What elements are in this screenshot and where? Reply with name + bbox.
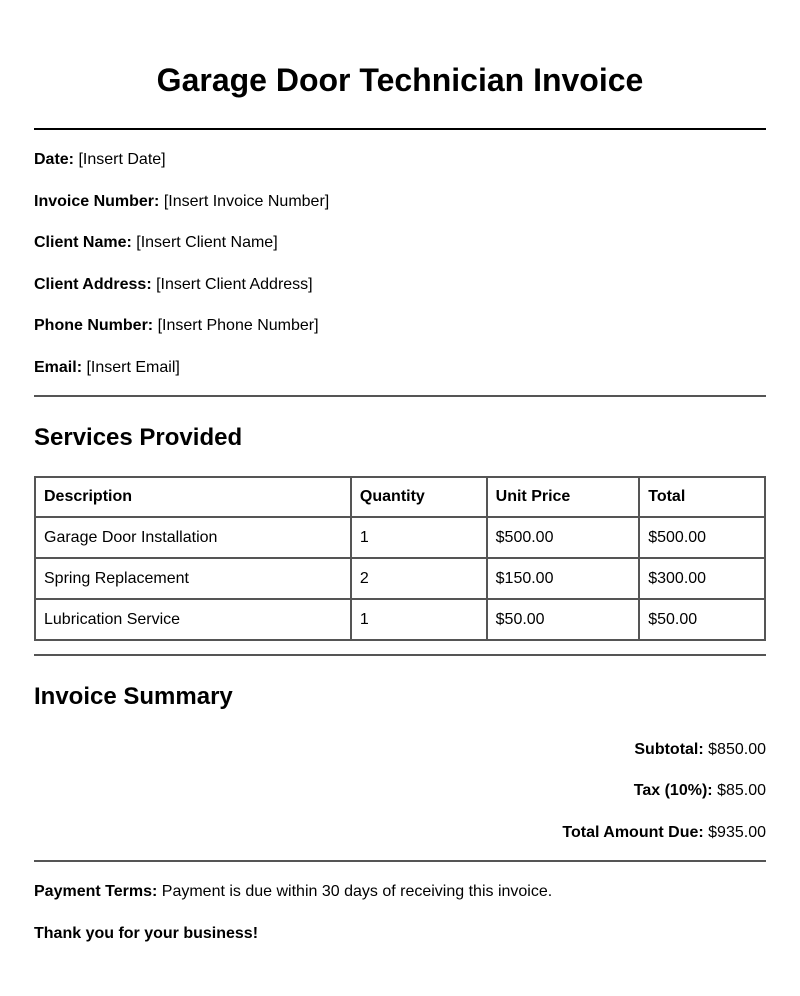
- info-phone-number-value: [Insert Phone Number]: [157, 317, 319, 334]
- title-divider: [34, 128, 766, 130]
- info-client-address: [34, 275, 313, 295]
- info-email: [34, 358, 180, 378]
- column-header-unit-price: Unit Price: [487, 477, 640, 517]
- column-header-quantity: Quantity: [351, 477, 487, 517]
- table-row: [35, 558, 765, 599]
- cell-description: Garage Door Installation: [35, 517, 351, 558]
- summary-subtotal: [634, 740, 766, 760]
- info-client-name-value: [Insert Client Name]: [136, 234, 278, 251]
- cell-total: $500.00: [639, 517, 765, 558]
- table-row: [35, 517, 765, 558]
- info-client-address-label: Client Address:: [34, 276, 152, 293]
- invoice-title: Garage Door Technician Invoice: [156, 62, 644, 98]
- info-email-label: Email:: [34, 359, 83, 376]
- info-invoice-number: [34, 192, 329, 212]
- subtotal-label: Subtotal:: [634, 741, 704, 758]
- payment-terms-value: Payment is due within 30 days of receiving this invoice.: [161, 883, 553, 900]
- info-client-name: [34, 233, 278, 253]
- info-invoice-number-label: Invoice Number:: [34, 193, 160, 210]
- info-date-value: [Insert Date]: [78, 151, 166, 168]
- cell-description: Spring Replacement: [35, 558, 351, 599]
- cell-unit-price: $150.00: [487, 558, 640, 599]
- cell-total: $50.00: [639, 599, 765, 640]
- info-date: [34, 150, 166, 170]
- info-phone-number: [34, 316, 319, 336]
- services-header-row: [35, 477, 765, 517]
- column-header-description: Description: [35, 477, 351, 517]
- info-client-address-value: [Insert Client Address]: [156, 276, 313, 293]
- summary-total: [562, 823, 766, 843]
- info-date-label: Date:: [34, 151, 75, 168]
- tax-value: $85.00: [717, 782, 766, 799]
- cell-total: $300.00: [639, 558, 765, 599]
- services-table: [34, 476, 766, 641]
- info-invoice-number-value: [Insert Invoice Number]: [163, 193, 330, 210]
- summary-tax: [634, 781, 766, 801]
- total-label: Total Amount Due:: [562, 824, 704, 841]
- subtotal-value: $850.00: [708, 741, 766, 758]
- services-heading: Services Provided: [34, 424, 243, 451]
- total-value: $935.00: [708, 824, 766, 841]
- thank-you-message: Thank you for your business!: [34, 925, 259, 942]
- info-phone-number-label: Phone Number:: [34, 317, 154, 334]
- payment-terms: [34, 882, 552, 902]
- info-email-value: [Insert Email]: [86, 359, 180, 376]
- column-header-total: Total: [639, 477, 765, 517]
- tax-label: Tax (10%):: [633, 782, 713, 799]
- summary-divider: [34, 860, 766, 862]
- payment-terms-label: Payment Terms:: [34, 883, 158, 900]
- summary-heading: Invoice Summary: [34, 683, 233, 710]
- info-client-name-label: Client Name:: [34, 234, 132, 251]
- services-divider: [34, 654, 766, 656]
- info-divider: [34, 395, 766, 397]
- cell-quantity: 1: [351, 599, 487, 640]
- cell-description: Lubrication Service: [35, 599, 351, 640]
- cell-unit-price: $500.00: [487, 517, 640, 558]
- cell-quantity: 1: [351, 517, 487, 558]
- table-row: [35, 599, 765, 640]
- cell-unit-price: $50.00: [487, 599, 640, 640]
- cell-quantity: 2: [351, 558, 487, 599]
